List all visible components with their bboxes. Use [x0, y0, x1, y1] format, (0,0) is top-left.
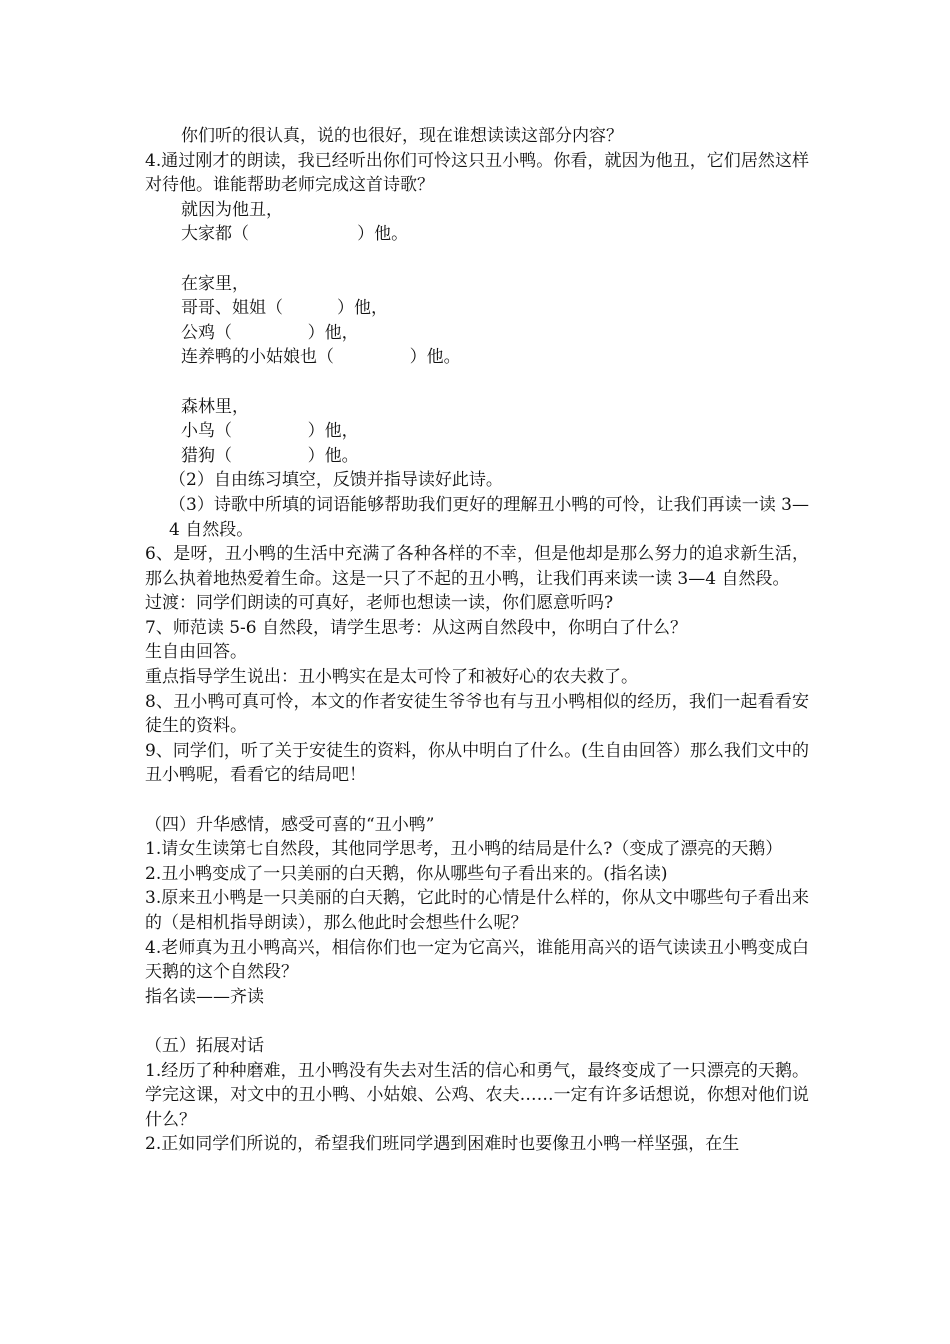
paragraph-line: 2.正如同学们所说的，希望我们班同学遇到困难时也要像丑小鸭一样坚强，在生: [145, 1134, 740, 1155]
blank-line: [145, 1009, 809, 1034]
poem-line: 哥哥、姐姐（ ）他，: [181, 298, 389, 319]
paragraph-line: 7、师范读 5-6 自然段，请学生思考：从这两自然段中，你明白了什么？: [145, 617, 687, 638]
poem-line: 在家里，: [181, 273, 249, 294]
paragraph-line: 3.原来丑小鸭是一只美丽的白天鹅，它此时的心情是什么样的，你从文中哪些句子看出来的（是相机指导朗读），那么他此时会想些什么呢？: [145, 888, 809, 933]
paragraph-line: 6、是呀，丑小鸭的生活中充满了各种各样的不幸，但是他却是那么努力的追求新生活，那么执着地热爱着生命。这是一只了不起的丑小鸭，让我们再来读一读 3—4 自然段。: [145, 544, 809, 589]
paragraph-line: 4.老师真为丑小鸭高兴，相信你们也一定为它高兴，谁能用高兴的语气读读丑小鸭变成白天鹅的这个自然段？: [145, 937, 809, 983]
paragraph-line: 4.通过刚才的朗读，我已经听出你们可怜这只丑小鸭。你看，就因为他丑，它们居然这样对待他。谁能帮助老师完成这首诗歌？: [145, 150, 809, 196]
poem-line: 就因为他丑，: [181, 199, 283, 220]
paragraph-line: 生自由回答。: [145, 642, 247, 663]
document-page: [145, 124, 809, 1157]
paragraph-line: 你们听的很认真，说的也很好，现在谁想读读这部分内容？: [181, 126, 623, 146]
paragraph-line: 9、同学们，听了关于安徒生的资料，你从中明白了什么。(生自由回答）那么我们文中的丑小鸭呢，看看它的结局吧！: [145, 740, 809, 786]
poem-line: 公鸡（ ）他，: [181, 322, 359, 343]
paragraph-line: 2.丑小鸭变成了一只美丽的白天鹅，你从哪些句子看出来的。(指名读): [145, 863, 668, 884]
section-heading: （四）升华感情，感受可喜的“丑小鸭”: [145, 814, 435, 835]
paragraph-line: 过渡：同学们朗读的可真好，老师也想读一读，你们愿意听吗?: [145, 593, 614, 614]
section-heading: （五）拓展对话: [145, 1035, 264, 1056]
poem-line: 猎狗（ ）他。: [181, 445, 359, 466]
paragraph-line: 1.经历了种种磨难，丑小鸭没有失去对生活的信心和勇气，最终变成了一只漂亮的天鹅。学完这课，对文中的丑小鸭、小姑娘、公鸡、农夫……一定有许多话想说，你想对他们说什么？: [145, 1060, 809, 1130]
poem-line: 连养鸭的小姑娘也（ ）他。: [181, 347, 461, 368]
paragraph-line: 指名读——齐读: [145, 986, 264, 1007]
paragraph-line: 重点指导学生说出：丑小鸭实在是太可怜了和被好心的农夫救了。: [145, 667, 638, 688]
blank-line: [145, 370, 809, 395]
blank-line: [145, 247, 809, 272]
poem-line: 大家都（ ）他。: [181, 224, 409, 245]
poem-line: 小鸟（ ）他，: [181, 421, 359, 442]
paragraph-line: （2）自由练习填空，反馈并指导读好此诗。: [169, 470, 503, 491]
paragraph-line: （3）诗歌中所填的词语能够帮助我们更好的理解丑小鸭的可怜，让我们再读一读 3—4 自然段。: [169, 494, 809, 540]
poem-line: 森林里，: [181, 396, 249, 417]
paragraph-line: 1.请女生读第七自然段，其他同学思考，丑小鸭的结局是什么?（变成了漂亮的天鹅）: [145, 839, 783, 860]
blank-line: [145, 788, 809, 813]
paragraph-line: 8、丑小鸭可真可怜，本文的作者安徒生爷爷也有与丑小鸭相似的经历，我们一起看看安徒生的资料。: [145, 691, 809, 737]
